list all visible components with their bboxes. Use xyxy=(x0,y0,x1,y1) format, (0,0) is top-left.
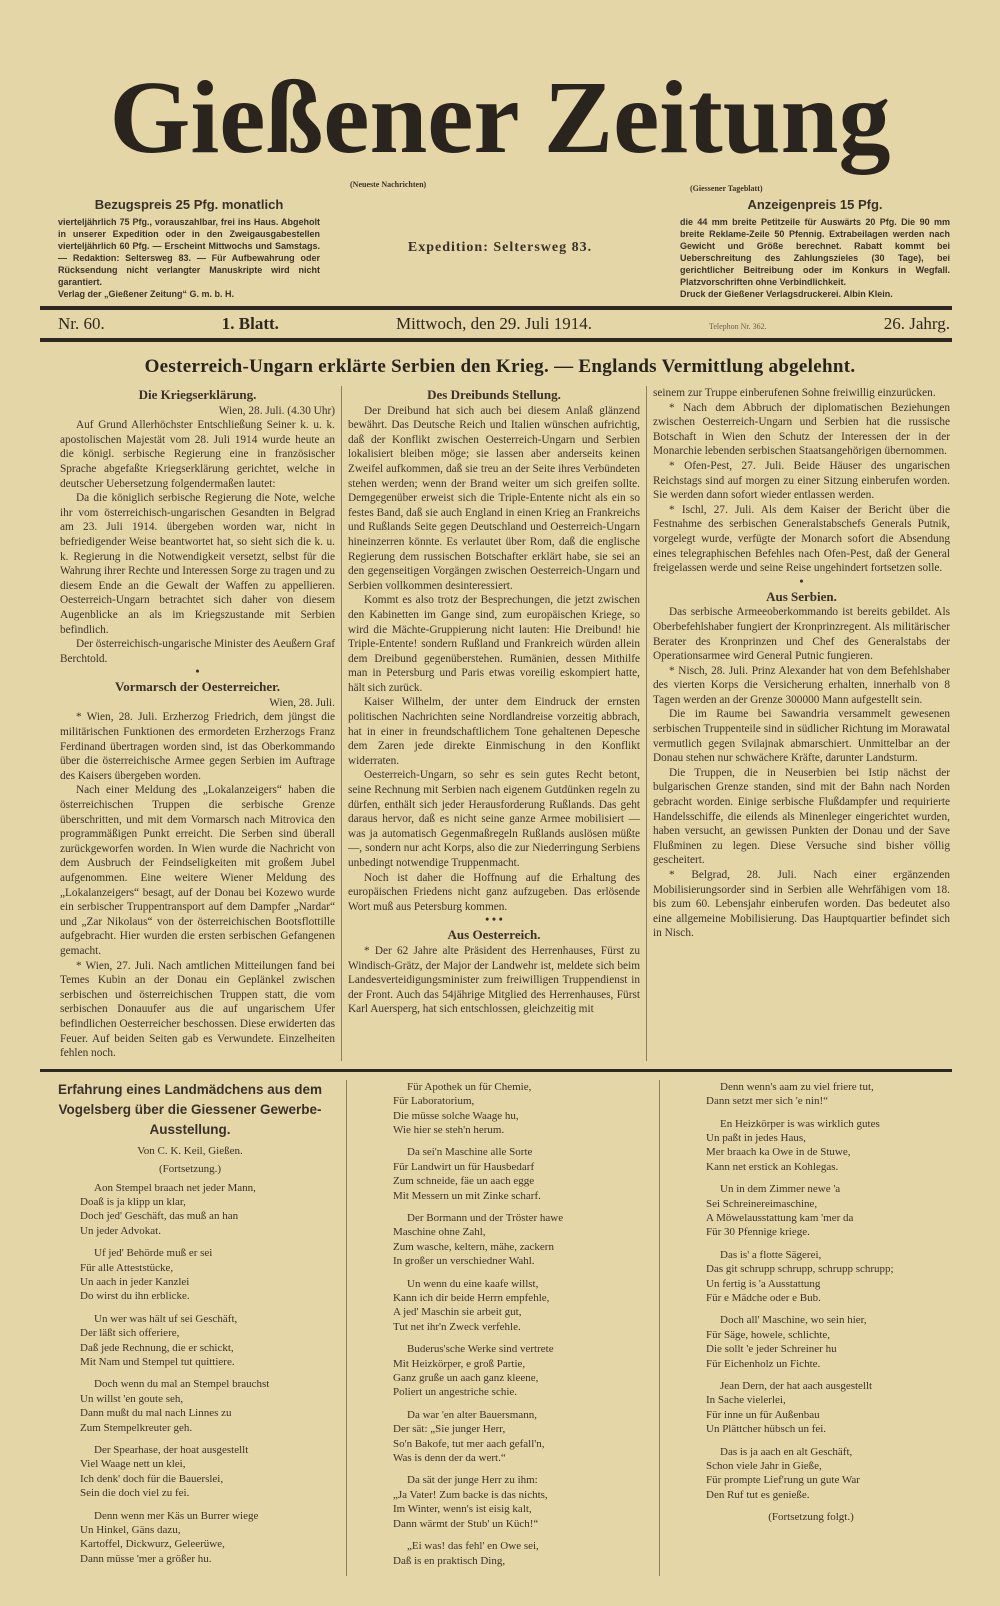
publisher: Verlag der „Gießener Zeitung“ G. m. b. H. xyxy=(58,289,235,299)
paragraph: Da die königlich serbische Regierung die Note, welche ihr vom österreichisch-ungarischen Gesandten in Belgrad am 23. Juli 1914. übergeben worden war, nicht in befriedigender Weise beantwortet hat, so sieht sich die k. u. k. Regierung in die Notwendigkeit versetzt, selbst für die Wahrung ihrer Rechte und Interessen Sorge zu tragen und zu diesem Ende an die Gewalt der Waffen zu appellieren. Oesterreich-Ungarn betrachtet sich daher von diesem Augenblicke an als im Kriegszustande mit Serbien befindlich. xyxy=(60,492,335,636)
verse-line: Die sollt 'e jeder Schreiner hu xyxy=(706,1343,837,1356)
issue-year: 26. Jahrg. xyxy=(883,314,950,333)
paragraph: Die im Raume bei Sawandria versammelt gewesenen serbischen Truppenteile sind in südlicher Richtung im Morawatal vermutlich gegen Svilajnak abmarschiert. Unmittelbar an der Donau stehen nur schwächere Kräfte, darunter Landsturm. xyxy=(653,708,950,765)
verse-line: Das git schrupp schrupp, schrupp schrupp; xyxy=(706,1263,894,1276)
verse-line: Un Plättcher hübsch un fei. xyxy=(706,1423,827,1436)
verse-line: Maschine ohne Zahl, xyxy=(393,1226,486,1239)
section-heading: Die Kriegserklärung. xyxy=(138,387,257,402)
verse-line: Mer braach ka Owe in de Stuwe, xyxy=(706,1146,851,1159)
verse-line: Un fertig is 'a Ausstattung xyxy=(706,1277,821,1290)
ads-text: die 44 mm breite Petitzeile für Auswärts 20 Pfg. Die 90 mm breite Reklame-Zeile 50 Pfennig. Extrabeilagen werden nach Gewicht und Größe berechnet. Rabatt kommt bei Ueberschreitung des Zahlungszieles (30 Tage), bei gerichtlicher Beitreibung oder im Konkurs in Wegfall. Platzvorschriften ohne Verbindlichkeit. xyxy=(679,217,950,287)
verse-line: Dann wärmt der Stub' un Küch!“ xyxy=(393,1517,539,1530)
paragraph: seinem zur Truppe einberufenen Sohne freiwillig einzurücken. xyxy=(653,387,936,399)
verse-line: Un aach in jeder Kanzlei xyxy=(80,1275,190,1288)
verse-line: Für Apothek un für Chemie, xyxy=(407,1080,532,1093)
verse-line: Für Laboratorium, xyxy=(393,1095,475,1108)
verse-line: Die müsse solche Waage hu, xyxy=(393,1109,519,1122)
printer: Druck der Gießener Verlagsdruckerei. Albin Klein. xyxy=(679,289,893,299)
divider xyxy=(40,1069,952,1072)
verse-line: Was is denn der da wert.“ xyxy=(393,1452,506,1465)
verse-line: A jed' Maschin sie arbeit gut, xyxy=(393,1306,522,1319)
subscription-box xyxy=(58,196,320,300)
paragraph: Kommt es also trotz der Besprechungen, die jetzt zwischen den Kabinetten im Gange sind, zum europäischen Kriege, so wird die Mächte-Gruppierung nicht lauten: Hie Dreibund! hie Triple-Entente! sondern Rußland und Frankreich würden allein dem Dreibund gegenüberstehen. Rumänien, dessen Mithilfe man in Petersburg und Paris etwas voreilig eskompiert hatte, hält sich zurück. xyxy=(348,594,640,694)
verse-line: Daß is en praktisch Ding, xyxy=(393,1554,506,1567)
verse-line: Un paßt in jedes Haus, xyxy=(706,1131,806,1144)
info-row xyxy=(40,196,960,300)
verse-line: Mit Heizkörper, e groß Partie, xyxy=(393,1357,526,1370)
stanza xyxy=(40,1312,340,1370)
verse-line: Für alle Atteststücke, xyxy=(80,1261,174,1274)
verse-line: Zum schneide, fäe un aach egge xyxy=(393,1175,535,1188)
feuilleton-continued: (Fortsetzung.) xyxy=(158,1163,221,1176)
verse-line: Den Ruf tut es genieße. xyxy=(706,1488,810,1501)
stanza xyxy=(666,1248,956,1306)
stanza xyxy=(666,1379,956,1437)
verse-line: Un willst 'en goute seh, xyxy=(80,1392,184,1405)
column-rule xyxy=(646,386,647,1061)
stanza xyxy=(40,1246,340,1304)
stanza xyxy=(40,1509,340,1567)
verse-line: Dann setzt mer sich 'e nin!“ xyxy=(706,1095,829,1108)
verse-line: Doch wenn du mal an Stempel brauchst xyxy=(94,1378,270,1391)
verse-line: Daß jede Rechnung, die er schickt, xyxy=(80,1341,234,1354)
paragraph: * Ischl, 27. Juli. Als dem Kaiser der Bericht über die Festnahme des serbischen Generalstabschefs Generals Putnik, vorgelegt wurde, verfügte der Monarch sofort die Absendung eines telegraphischen Befehles nach Ofen-Pest, daß der General freigelassen werde und seine Reise ungehindert fortsetzen solle. xyxy=(653,503,950,575)
section-heading: Des Dreibunds Stellung. xyxy=(427,387,561,402)
paragraph: Nach einer Meldung des „Lokalanzeigers“ haben die österreichischen Truppen die serbische Grenze überschritten, und mit dem Vormarsch nach Mitrovica den programmäßigen Punkt erreicht. Die Serben sind überall zurückgeworfen worden. In Wien wurde die Nachricht von dem Ausbruch der Feindseligkeiten mit großem Jubel aufgenommen. Eine weitere Wiener Meldung des „Lokalanzeigers“ besagt, auf der Donau bei Kozewo wurde ein serbischer Truppentransport auf dem Dampfer „Nardar“ und „Zar Nikolaus“ von der österreichischen Bootsflottille aufgebracht. Hier wurden die ersten serbischen Gefangenen gemacht. xyxy=(60,784,335,957)
verse-line: Un wer was hält uf sei Geschäft, xyxy=(94,1312,238,1325)
verse-line: Buderus'sche Werke sind vertrete xyxy=(407,1343,554,1356)
verse-line: Da sät der junge Herr zu ihm: xyxy=(407,1474,538,1487)
expedition-address: Expedition: Seltersweg 83. xyxy=(407,240,593,255)
poem-column-2 xyxy=(353,1080,653,1576)
verse-line: Uf jed' Behörde muß er sei xyxy=(94,1247,213,1260)
section-heading: Vormarsch der Oesterreicher. xyxy=(115,679,280,695)
verse-line: Sein die doch viel zu fei. xyxy=(80,1487,190,1500)
verse-line: Un wenn du eine kaafe willst, xyxy=(407,1277,539,1290)
paragraph: * Nisch, 28. Juli. Prinz Alexander hat von dem Befehlshaber des vierten Korps die Versicherung erhalten, innerhalb von 8 Tagen werden an der Grenze 300000 Mann aufgestellt sein. xyxy=(653,664,950,706)
verse-line: Für inne un für Außenbau xyxy=(706,1408,820,1421)
verse-line: Do wirst du ihn erblicke. xyxy=(80,1290,190,1303)
stanza xyxy=(353,1277,653,1335)
verse-line: Sei Schreinereimaschine, xyxy=(706,1197,818,1210)
paragraph: Oesterreich-Ungarn, so sehr es sein gutes Recht betont, seine Rechnung mit Serbien nach eigenem Gutdünken regeln zu dürfen, enthält sich jeder Herausforderung Rußlands. Das geht daraus hervor, daß es nicht seine ganze Armee mobilisiert — was ja automatisch Gegenmaßregeln Rußlands auslösen müßte —, sondern nur acht Korps, also die zur Niederringung Serbiens unbedingt notwendige Truppenmacht. xyxy=(348,769,640,869)
issue-number: Nr. 60. xyxy=(58,314,105,333)
stanza xyxy=(353,1211,653,1269)
verse-line: Dann müsse 'mer a größer hu. xyxy=(80,1552,212,1565)
stanza xyxy=(666,1182,956,1240)
stanza xyxy=(353,1342,653,1400)
verse-line: Für e Mädche oder e Bub. xyxy=(706,1292,821,1304)
paragraph: Der Dreibund hat sich auch bei diesem Anlaß glänzend bewährt. Das Deutsche Reich und Italien wünschen aufrichtig, daß der Konflikt zwischen Oesterreich-Ungarn und Serbien lokalisiert bleiben möge; sie lassen aber anderseits keinen Zweifel aufkommen, daß sie treu an der Seite ihres Verbündeten stehen werden; wenn der Brand weiter um sich greifen sollte. Demgegenüber erweist sich die Triple-Entente nicht als ein so festes Band, daß sie auch England in einen Krieg an Frankreichs und Rußlands Seite gegen Deutschland und Oesterreich-Ungarn hineinzerren könnte. Es verlautet über Rom, daß die englische Regierung dem russischen Botschafter erklärt habe, sie sei an den gegenseitigen Vorgängen zwischen Oesterreich-Ungarn und Serbien vollkommen desinteressiert. xyxy=(348,404,640,592)
verse-line: Das is ja aach en alt Geschäft, xyxy=(720,1445,853,1458)
masthead-title: Gießener Zeitung xyxy=(109,60,891,175)
verse-line: Mit Nam und Stempel tut quittiere. xyxy=(80,1356,235,1368)
article-column-3 xyxy=(653,386,950,1061)
verse-line: Für 30 Pfennige kriege. xyxy=(706,1226,810,1239)
verse-line: Doch jed' Geschäft, das muß an han xyxy=(80,1210,239,1223)
verse-line: Jean Dern, der hat aach ausgestellt xyxy=(720,1380,873,1393)
telephone: Telephon Nr. 362. xyxy=(709,322,767,331)
ads-box xyxy=(680,196,950,300)
stanza xyxy=(666,1080,956,1109)
stanza xyxy=(666,1117,956,1175)
divider xyxy=(40,338,952,342)
verse-line: Der sät: „Sie junger Herr, xyxy=(393,1423,506,1436)
verse-line: Kann net erstick an Kohlegas. xyxy=(706,1160,839,1173)
paragraph: * Nach dem Abbruch der diplomatischen Beziehungen zwischen Oesterreich-Ungarn und Serbien hat die russische Botschaft in Wien den Schutz der Interessen der in der Monarchie lebenden serbischen Staatsangehörigen übernommen. xyxy=(653,401,950,458)
verse-line: „Ei was! das fehl' en Owe sei, xyxy=(407,1540,539,1553)
verse-line: Tut net ihr'n Zweck verfehle. xyxy=(393,1320,521,1333)
verse-line: Für Säge, howele, schlichte, xyxy=(706,1328,831,1341)
paragraph: Der österreichisch-ungarische Minister des Aeußern Graf Berchtold. xyxy=(60,638,335,665)
verse-line: Der Spearhase, der hoat ausgestellt xyxy=(94,1444,249,1457)
verse-line: Denn wenn mer Käs un Burrer wiege xyxy=(94,1509,259,1522)
verse-line: „Ja Vater! Zum backe is das nichts, xyxy=(393,1488,548,1501)
verse-line: In großer un verschiedner Wahl. xyxy=(393,1255,535,1268)
verse-line: Da sei'n Maschine alle Sorte xyxy=(407,1146,533,1159)
separator: • xyxy=(195,666,200,679)
verse-line: Dann mußt du mal nach Linnes zu xyxy=(80,1407,232,1420)
verse-line: Un Hinkel, Gäns dazu, xyxy=(80,1524,181,1537)
verse-line: Zum wasche, keltern, mähe, zackern xyxy=(393,1240,554,1253)
column-rule xyxy=(346,1080,347,1576)
paragraph: * Wien, 27. Juli. Nach amtlichen Mitteilungen fand bei Temes Kubin an der Donau ein Geplänkel zwischen serbischen und österreichischen Truppen statt, die vom serbischen Donauufer aus die auf ungarischem Ufer befindlichen Oesterreicher beschossen. Diese erwiderten das Feuer. Auf beiden Seiten gab es Verwundete. Einzelheiten fehlen noch. xyxy=(60,959,335,1060)
verse-line: Aon Stempel braach net jeder Mann, xyxy=(94,1181,256,1194)
paragraph: Auf Grund Allerhöchster Entschließung Seiner k. u. k. apostolischen Majestät vom 28. Juli 1914 wurde heute an die königl. serbische Regierung eine in französischer Sprache abgefaßte Kriegserklärung gerichtet, welche in deutscher Uebersetzung folgendermaßen lautet: xyxy=(60,419,335,490)
verse-line: Denn wenn's aam zu viel friere tut, xyxy=(720,1080,874,1093)
verse-line: Für Landwirt un für Hausbedarf xyxy=(393,1160,535,1173)
section-heading: Aus Serbien. xyxy=(766,588,837,604)
stanza xyxy=(353,1408,653,1466)
stanza xyxy=(353,1080,653,1138)
paragraph: * Der 62 Jahre alte Präsident des Herrenhauses, Fürst zu Windisch-Grätz, der Major der Landwehr ist, meldete sich beim Landesverteidigungsminister zum freiwilligen Truppendienst in der Front. Auch das 54jährige Mitglied des Herrenhauses, Fürst Karl Auersperg, hat sich entschlossen, gleichzeitig mit xyxy=(348,944,640,1016)
verse-line: Un in dem Zimmer newe 'a xyxy=(720,1183,841,1196)
verse-line: A Möwelausstattung kam 'mer da xyxy=(706,1211,854,1224)
masthead-subtitle-right: (Giessener Tageblatt) xyxy=(690,184,763,193)
stanza xyxy=(40,1377,340,1435)
subscription-text: vierteljährlich 75 Pfg., vorauszahlbar, frei ins Haus. Abgeholt in unserer Expedition oder in den Zweigausgabestellen vierteljährlich 60 Pfg. — Erscheint Mittwochs und Samstags. — Redaktion: Seltersweg 83. — Für Aufbewahrung oder Rücksendung nicht verlangter Manuskripte wird nicht garantiert. xyxy=(58,217,320,287)
stanza xyxy=(40,1443,340,1501)
paragraph: * Wien, 28. Juli. Erzherzog Friedrich, dem jüngst die militärischen Funktionen des ermordeten Erzherzogs Franz Ferdinand übertragen worden sind, ist das Oberkommando über die österreichische Armee gegen Serbien im Auftrage des Kaisers übergeben worden. xyxy=(60,711,335,782)
verse-line: Schon viele Jahr in Gieße, xyxy=(706,1460,822,1473)
feuilleton xyxy=(40,1080,960,1576)
verse-line: Poliert un angestriche schie. xyxy=(393,1386,518,1399)
stanza xyxy=(40,1181,340,1239)
stanza xyxy=(353,1145,653,1203)
verse-line: Kartoffel, Dickwurz, Geleerüwe, xyxy=(80,1538,225,1551)
verse-line: Im Winter, wenn's ist eisig kalt, xyxy=(393,1503,532,1516)
verse-line: Ich denk' doch für die Bauerslei, xyxy=(80,1472,224,1485)
article-column-2 xyxy=(348,386,640,1061)
verse-line: Für Eichenholz un Fichte. xyxy=(706,1357,821,1370)
paragraph: Kaiser Wilhelm, der unter dem Eindruck der ernsten politischen Nachrichten seine Nordlandreise vorzeitig abbrach, hat in einer in freundschaftlichem Tone gehaltenen Depesche dem Zaren jede direkte Einmischung in den Konflikt widerraten. xyxy=(348,696,640,767)
section-heading: Aus Oesterreich. xyxy=(447,927,541,943)
feuilleton-title: Erfahrung eines Landmädchens aus dem Vogelsberg über die Giessener Gewerbe-Ausstellung. xyxy=(57,1081,323,1137)
verse-line: Ganz gruße un aach ganz kleene, xyxy=(393,1372,539,1385)
article-column-1 xyxy=(60,386,335,1061)
stanza xyxy=(353,1473,653,1531)
feuilleton-author: Von C. K. Keil, Gießen. xyxy=(137,1144,243,1157)
verse-line: In Sache vielerlei, xyxy=(706,1394,786,1407)
verse-line: Für prompte Lief'rung un gute War xyxy=(706,1474,860,1487)
poem-column-1 xyxy=(40,1080,340,1576)
verse-line: Doaß is ja klipp un klar, xyxy=(80,1195,186,1208)
dateline: Wien, 28. Juli. (4.30 Uhr) xyxy=(218,404,335,417)
continued-note: (Fortsetzung folgt.) xyxy=(768,1511,854,1524)
verse-line: Da war 'en alter Bauersmann, xyxy=(407,1408,537,1421)
paragraph: Die Truppen, die in Neuserbien bei Istip nächst der bulgarischen Grenze standen, sind mit der Bahn nach Norden gebracht worden. Einige serbische Flußdampfer und requirierte Handelsschiffe, die eilends als Minenleger eingerichtet wurden, haben versucht, an gewissen Punkten der Donau und der Save Flußminen zu legen. Diese Versuche sind bisher völlig gescheitert. xyxy=(653,766,950,867)
separator: • • • xyxy=(485,914,503,927)
dateline: Wien, 28. Juli. xyxy=(269,696,335,709)
verse-line: Mit Messern un mit Zinke scharf. xyxy=(393,1189,541,1202)
stanza xyxy=(353,1539,653,1568)
verse-line: Der Bormann und der Tröster hawe xyxy=(407,1211,564,1224)
paragraph: Noch ist daher die Hoffnung auf die Erhaltung des europäischen Friedens nicht ganz aufzugeben. Das erlösende Wort muß aus Petersburg kommen. xyxy=(348,871,640,913)
paragraph: Das serbische Armeeoberkommando ist bereits gebildet. Als Oberbefehlshaber fungiert der Kronprinzregent. Als militärischer Berater des Kronprinzen und Chef des Generalstabs der Operationsarmee wird General Putnic fungieren. xyxy=(653,606,950,663)
poem-column-3 xyxy=(666,1080,956,1576)
stanza xyxy=(666,1445,956,1503)
verse-line: Viel Waage nett un klei, xyxy=(80,1458,186,1471)
verse-line: Der läßt sich offeriere, xyxy=(80,1327,180,1340)
column-rule xyxy=(341,386,342,1061)
verse-line: So'n Bakofe, tut mer aach gefall'n, xyxy=(393,1437,545,1450)
masthead xyxy=(40,58,960,196)
ads-title: Anzeigenpreis 15 Pfg. xyxy=(747,197,883,212)
issue-line xyxy=(40,310,960,338)
verse-line: Zum Stempelkreuter geh. xyxy=(80,1421,193,1434)
masthead-subtitle-left: (Neueste Nachrichten) xyxy=(350,180,427,189)
verse-line: Un jeder Advokat. xyxy=(80,1224,161,1237)
verse-line: Wie hier se steh'n herum. xyxy=(393,1123,505,1136)
verse-line: Das is' a flotte Sägerei, xyxy=(720,1248,822,1261)
article-columns xyxy=(40,386,960,1061)
column-rule xyxy=(659,1080,660,1576)
issue-sheet: 1. Blatt. xyxy=(221,314,279,333)
paragraph: * Belgrad, 28. Juli. Nach einer ergänzenden Mobilisierungsorder sind in Serbien alle Wehrfähigen vom 18. bis zum 60. Lebensjahr einberufen worden. Das bedeutet also eine allgemeine Mobilisierung. Das Hauptquartier befindet sich in Nisch. xyxy=(653,869,950,940)
issue-date: Mittwoch, den 29. Juli 1914. xyxy=(395,314,592,333)
subscription-title: Bezugspreis 25 Pfg. monatlich xyxy=(94,197,284,212)
stanza xyxy=(666,1313,956,1371)
verse-line: Doch all' Maschine, wo sein hier, xyxy=(720,1314,867,1327)
headline: Oesterreich-Ungarn erklärte Serbien den Krieg. — Englands Vermittlung abgelehnt. xyxy=(144,356,856,377)
separator: • xyxy=(799,575,804,588)
verse-line: En Heizkörper is was wirklich gutes xyxy=(720,1117,880,1130)
verse-line: Kann ich dir beide Herrn empfehle, xyxy=(393,1292,550,1304)
paragraph: * Ofen-Pest, 27. Juli. Beide Häuser des ungarischen Reichstags sind auf morgen zu einer Sitzung einberufen worden. Sie werden dann sofort wieder entlassen werden. xyxy=(653,459,950,502)
